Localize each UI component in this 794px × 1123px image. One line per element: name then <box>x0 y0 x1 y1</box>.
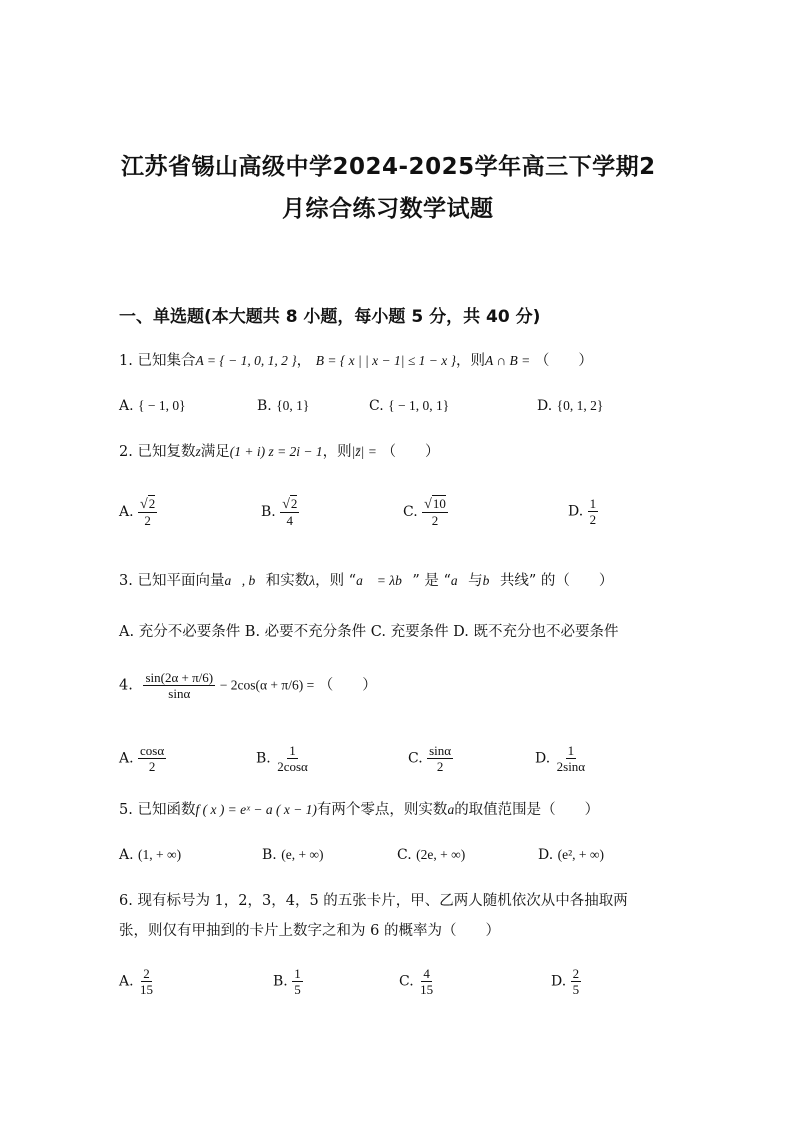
q2-option-d <box>568 496 598 527</box>
option-label: A. <box>119 398 134 414</box>
q3-is: ” 是 “ <box>412 573 451 589</box>
option-fraction <box>418 966 435 997</box>
option-value: {0, 1} <box>276 398 310 413</box>
q5-var-a: a <box>447 802 455 817</box>
q3-and-real: 和实数 <box>265 573 310 589</box>
section-heading: 一、单选题(本大题共 8 小题，每小题 5 分，共 40 分) <box>119 307 541 327</box>
option-fraction <box>427 743 453 774</box>
question-6-stem-line1: 6. 现有标号为 1，2，3，4，5 的五张卡片，甲、乙两人随机依次从中各抽取两 <box>119 893 628 909</box>
q5-mid: 有两个零点，则实数 <box>316 802 448 818</box>
option-label: A. <box>119 750 134 767</box>
option-value: (1, + ∞) <box>138 847 182 862</box>
option-label: D. <box>535 750 551 767</box>
fraction-numerator: 10 <box>432 496 446 511</box>
question-1-stem <box>119 351 593 371</box>
q1-option-d <box>537 396 603 416</box>
option-value: (2e, + ∞) <box>416 847 466 862</box>
fraction-denominator: 2 <box>589 512 597 527</box>
option-label: B. <box>273 973 288 990</box>
fraction-denominator: 2sinα <box>556 759 586 774</box>
option-value: (e², + ∞) <box>557 847 605 862</box>
q1-set-a: A = { − 1, 0, 1, 2 } <box>195 353 297 368</box>
option-value: { − 1, 0} <box>138 398 186 413</box>
fraction-numerator: 4 <box>423 966 430 981</box>
option-fraction: $\frac{√2}{4}$ <box>282 496 298 528</box>
q4-option-a <box>119 743 166 774</box>
fraction-numerator: sinα <box>429 743 452 758</box>
fraction-numerator: 1 <box>567 743 575 758</box>
q2-satisfy: 满足 <box>200 444 230 460</box>
fraction-denominator: 2 <box>148 759 156 774</box>
fraction-numerator: 1 <box>589 496 597 511</box>
option-label: B. <box>261 504 276 520</box>
option-label: B. <box>257 398 272 414</box>
option-label: C. <box>397 847 412 863</box>
q1-set-b: B = { x | | x − 1| ≤ 1 − x } <box>315 353 456 368</box>
q5-option-c <box>397 845 465 865</box>
q1-blank: （ ） <box>534 353 593 369</box>
option-fraction: $\frac{√2}{2}$ <box>140 496 156 528</box>
q6-option-c <box>399 966 435 997</box>
q4-number: 4. <box>119 677 133 694</box>
q1-option-a <box>119 396 186 416</box>
page-title-line1: 江苏省锡山高级中学2024-2025学年高三下学期2 <box>121 154 656 180</box>
q5-suffix: 的取值范围是（ ） <box>454 802 600 818</box>
fraction-denominator: 5 <box>572 982 580 997</box>
option-label: C. <box>369 398 384 414</box>
q5-prefix: 5. 已知函数 <box>119 802 196 818</box>
fraction-numerator: 1 <box>289 743 296 758</box>
fraction-denominator: 2 <box>431 513 439 528</box>
fraction-numerator: 2 <box>148 496 156 511</box>
option-value: { − 1, 0, 1} <box>388 398 450 413</box>
option-value: {0, 1, 2} <box>556 398 604 413</box>
question-3-stem <box>119 571 613 591</box>
option-fraction <box>138 743 166 774</box>
q4-blank: （ ） <box>318 677 377 694</box>
q3-with: 与 <box>468 573 483 589</box>
fraction-denominator: sinα <box>168 686 191 701</box>
option-label: D. <box>551 973 567 990</box>
question-5-stem <box>119 800 599 820</box>
fraction-numerator: 2 <box>143 966 150 981</box>
fraction-numerator: sin(2α + π/6) <box>145 670 214 685</box>
q2-var-z: z <box>195 444 201 459</box>
q6-option-d <box>551 966 581 997</box>
q3-vectors: a⃗, b⃗ <box>224 573 266 588</box>
q3-prefix: 3. 已知平面向量 <box>119 573 225 589</box>
q2-equation: (1 + i) z = 2i − 1 <box>229 444 323 459</box>
q1-option-b <box>257 396 309 416</box>
question-6-stem-line2: 张，则仅有甲抽到的卡片上数字之和为 6 的概率为（ ） <box>119 923 500 939</box>
q3-equation: a⃗ = λb⃗ <box>356 573 413 588</box>
option-fraction <box>555 743 587 774</box>
option-fraction <box>275 743 310 774</box>
option-fraction <box>571 966 582 997</box>
option-label: D. <box>568 503 584 520</box>
q2-option-a <box>119 496 157 528</box>
q2-then: ，则 <box>322 444 352 460</box>
option-label: A. <box>119 973 134 990</box>
question-4-stem <box>119 670 377 701</box>
q4-expression-rest: − 2cos(α + π/6) = <box>219 677 315 693</box>
page-title-line2: 月综合练习数学试题 <box>282 196 494 222</box>
option-label: B. <box>262 847 277 863</box>
fraction-denominator: 2 <box>144 513 151 528</box>
option-label: C. <box>408 750 423 767</box>
q2-option-c <box>403 496 448 528</box>
q3-options-line: A. 充分不必要条件 B. 必要不充分条件 C. 充要条件 D. 既不充分也不必要条件 <box>119 624 619 640</box>
q1-intersection: A ∩ B = <box>485 353 531 368</box>
q4-option-b <box>256 743 310 774</box>
q4-expression-fraction <box>143 670 215 701</box>
q4-option-d <box>535 743 587 774</box>
fraction-denominator: 2cosα <box>277 759 308 774</box>
q3-vec-a: a⃗ <box>450 573 469 588</box>
fraction-numerator: 2 <box>290 496 298 511</box>
q1-option-c <box>369 396 449 416</box>
q5-option-b <box>262 845 324 865</box>
option-label: C. <box>403 504 418 520</box>
option-label: D. <box>538 847 554 863</box>
q2-modulus: |z̄| = <box>351 444 377 459</box>
option-fraction <box>138 966 155 997</box>
option-label: D. <box>537 398 553 414</box>
fraction-denominator: 4 <box>286 513 294 528</box>
fraction-denominator: 15 <box>420 982 434 997</box>
q1-then: ，则 <box>456 353 485 369</box>
q3-then: ，则 “ <box>315 573 357 589</box>
fraction-denominator: 2 <box>436 759 444 774</box>
q1-prefix: 1. 已知集合 <box>119 353 196 369</box>
option-fraction: $\frac{√10}{2}$ <box>424 496 446 528</box>
fraction-denominator: 15 <box>140 982 154 997</box>
option-label: A. <box>119 847 134 863</box>
q6-option-b <box>273 966 303 997</box>
fraction-numerator: 1 <box>294 966 301 981</box>
fraction-denominator: 5 <box>294 982 301 997</box>
option-fraction <box>588 496 599 527</box>
q5-option-a <box>119 845 181 865</box>
q1-sep: ， <box>296 353 312 369</box>
q5-function: f ( x ) = eˣ − a ( x − 1) <box>195 802 317 817</box>
q3-lambda: λ <box>309 573 316 588</box>
option-value: (e, + ∞) <box>281 847 324 862</box>
question-2-stem <box>119 442 439 462</box>
q5-option-d <box>538 845 604 865</box>
q2-prefix: 2. 已知复数 <box>119 444 196 460</box>
q3-vec-b: b⃗ <box>482 573 500 588</box>
q6-option-a <box>119 966 155 997</box>
option-fraction <box>292 966 303 997</box>
option-label: C. <box>399 973 414 990</box>
q2-blank: （ ） <box>381 444 440 460</box>
fraction-numerator: cosα <box>140 743 165 758</box>
q3-suffix: 共线” 的（ ） <box>499 573 614 589</box>
option-label: A. <box>119 504 134 520</box>
q2-option-b <box>261 496 299 528</box>
fraction-numerator: 2 <box>572 966 580 981</box>
q4-option-c <box>408 743 453 774</box>
option-label: B. <box>256 750 271 767</box>
